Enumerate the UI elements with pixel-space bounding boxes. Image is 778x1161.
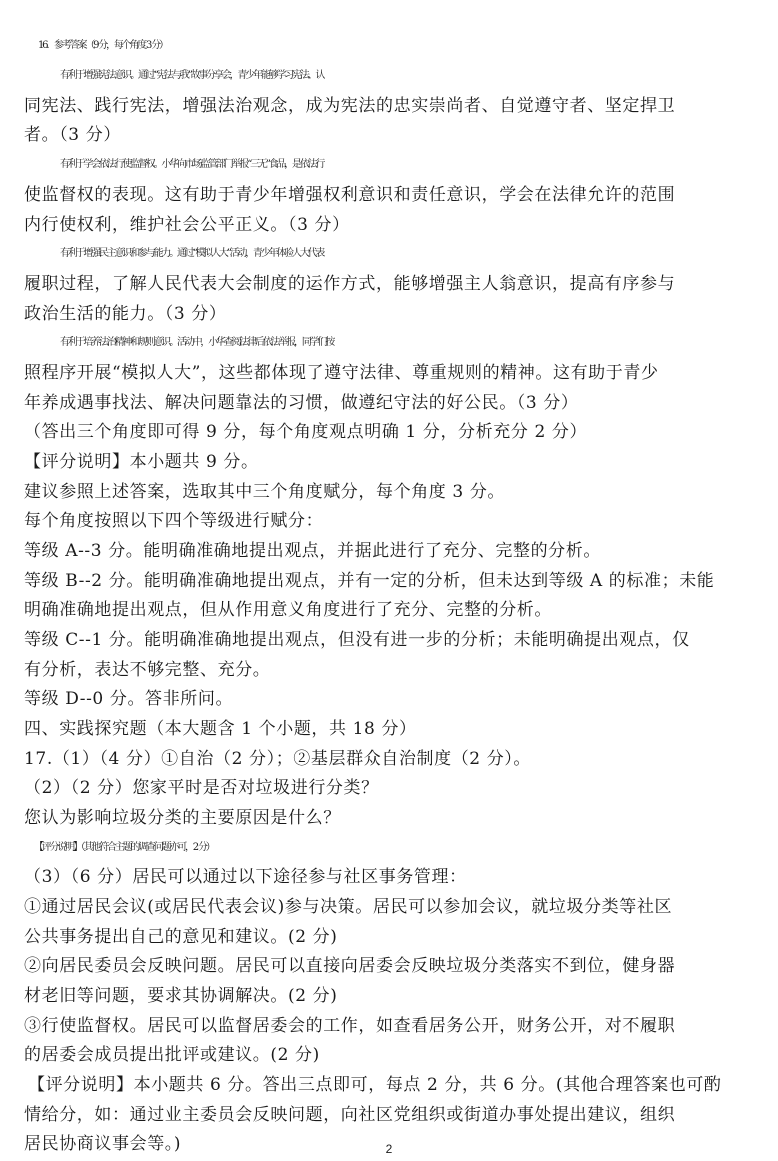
q17-point-3: ③行使监督权。居民可以监督居委会的工作，如查看居务公开，财务公开，对不履职 [24,1016,676,1036]
scoring-line: 建议参照上述答案，选取其中三个角度赋分，每个角度 3 分。 [24,482,506,502]
q17-point-1-cont: 公共事务提出自己的意见和建议。(2 分) [24,927,338,947]
scoring-line: 每个角度按照以下四个等级进行赋分： [24,511,324,531]
scoring-note: （答出三个角度即可得 9 分，每个角度观点明确 1 分，分析充分 2 分） [24,422,588,442]
answer-paragraph-line: 同宪法、践行宪法，增强法治观念，成为宪法的忠实崇尚者、自觉遵守者、坚定捍卫 [24,96,676,116]
grade-c-cont: 有分析，表达不够完整、充分。 [24,660,271,680]
q17-point-1: ①通过居民会议(或居民代表会议)参与决策。居民可以参加会议，就垃圾分类等社区 [24,897,673,917]
section-four-heading: 四、实践探究题（本大题含 1 个小题，共 18 分） [24,719,417,739]
scoring-explanation-cont: 情给分，如：通过业主委员会反映问题，向社区党组织或街道办事处提出建议，组织 [24,1105,676,1125]
q17-part3: （3）（6 分）居民可以通过以下途径参与社区事务管理： [24,867,467,887]
grade-d: 等级 D--0 分。答非所问。 [24,689,234,709]
scoring-explanation-cont: 居民协商议事会等。) [24,1134,182,1154]
scoring-explanation: 【评分说明】本小题共 9 分。 [24,452,259,472]
answer-paragraph-line: 政治生活的能力。（3 分） [24,304,227,324]
answer-paragraph-line: 有利于学会依法行使监督权。小华向市场监管部门举报“三无”食品，是依法行 [60,159,324,170]
answer-paragraph-line: 有利于增强宪法意识。通过“宪法与我”故事分享会，青少年能够学习宪法、认 [60,70,324,81]
q17-point-3-cont: 的居委会成员提出批评或建议。(2 分) [24,1045,320,1065]
answer-paragraph-line: 有利于增强民主意识和参与能力。通过“模拟人大”活动，青少年体验人大代表 [60,248,324,259]
answer-paragraph-line: 履职过程，了解人民代表大会制度的运作方式，能够增强主人翁意识，提高有序参与 [24,274,676,294]
page-number: 2 [385,1142,393,1156]
grade-a: 等级 A--3 分。能明确准确地提出观点，并据此进行了充分、完整的分析。 [24,541,601,561]
grade-b-cont: 明确准确地提出观点，但从作用意义角度进行了充分、完整的分析。 [24,600,552,620]
grade-b: 等级 B--2 分。能明确准确地提出观点，并有一定的分析，但未达到等级 A 的标准；未能 [24,571,715,591]
answer-paragraph-line: 使监督权的表现。这有助于青少年增强权利意识和责任意识，学会在法律允许的范围 [24,185,676,205]
scoring-explanation: 【评分说明】本小题共 6 分。答出三点即可，每点 2 分，共 6 分。(其他合理答案也可酌 [28,1075,722,1095]
answer-paragraph-line: 照程序开展“模拟人大”，这些都体现了遵守法律、尊重规则的精神。这有助于青少 [24,363,659,383]
answer-paragraph-line: 有利于培养法治精神和规则意识。活动中，小华查阅法律后依法举报，同学们按 [60,337,333,348]
q16-heading: 16．参考答案（9 分，每个角度 3 分） [38,40,167,51]
grade-c: 等级 C--1 分。能明确准确地提出观点，但没有进一步的分析；未能明确提出观点，仅 [24,630,690,650]
scoring-explanation: 【评分说明】（其他符合主题的调查问题亦可，2 分） [34,842,214,853]
q17-part1: 17.（1）（4 分）①自治（2 分）；②基层群众自治制度（2 分）。 [24,749,532,769]
q17-point-2: ②向居民委员会反映问题。居民可以直接向居委会反映垃圾分类落实不到位，健身器 [24,956,676,976]
q17-part2-cont: 您认为影响垃圾分类的主要原因是什么？ [24,808,341,828]
answer-paragraph-line: 年养成遇事找法、解决问题靠法的习惯，做遵纪守法的好公民。（3 分） [24,393,579,413]
q17-part2: （2）（2 分）您家平时是否对垃圾进行分类？ [24,778,379,798]
answer-paragraph-line: 内行使权利，维护社会公平正义。（3 分） [24,215,350,235]
q17-point-2-cont: 材老旧等问题，要求其协调解决。(2 分) [24,986,338,1006]
answer-paragraph-line: 者。（3 分） [24,125,121,145]
